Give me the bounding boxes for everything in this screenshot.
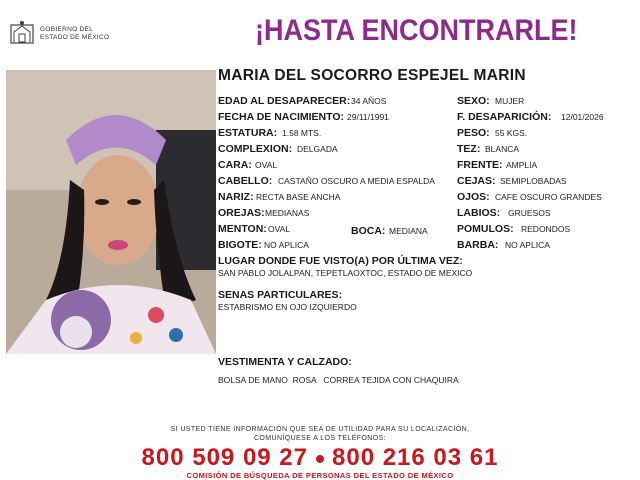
phone-1[interactable]: 800 509 09 27 <box>141 444 308 471</box>
label-cejas: CEJAS: <box>457 175 496 187</box>
value-cabello: CASTAÑO OSCURO A MEDIA ESPALDA <box>278 176 435 186</box>
label-bigote: BIGOTE: <box>218 239 262 251</box>
logo-line-2: ESTADO DE MÉXICO <box>40 34 110 41</box>
label-labios: LABIOS: <box>457 207 501 219</box>
value-tez: BLANCA <box>485 144 520 154</box>
label-cara: CARA: <box>218 159 252 171</box>
label-vestimenta: VESTIMENTA Y CALZADO: <box>218 356 352 368</box>
person-name: MARIA DEL SOCORRO ESPEJEL MARIN <box>218 67 526 84</box>
value-cejas: SEMIPLOBADAS <box>500 176 567 186</box>
value-senas: ESTABRISMO EN OJO IZQUIERDO <box>218 302 357 312</box>
value-sexo: MUJER <box>495 96 525 106</box>
value-peso: 55 KGS. <box>495 128 528 138</box>
label-sexo: SEXO: <box>457 95 490 107</box>
value-nariz: RECTA BASE ANCHA <box>256 192 341 202</box>
value-barba: NO APLICA <box>505 240 550 250</box>
label-lugar: LUGAR DONDE FUE VISTO(A) POR ÚLTIMA VEZ: <box>218 255 463 267</box>
value-lugar: SAN PABLO JOLALPAN, TEPETLAOXTOC, ESTADO DE MEXICO <box>218 268 473 278</box>
label-nariz: NARIZ: <box>218 191 254 203</box>
footer-note-1: SI USTED TIENE INFORMACIÓN QUE SEA DE UTILIDAD PARA SU LOCALIZACIÓN, <box>170 426 470 433</box>
value-orejas: MEDIANAS <box>265 208 310 218</box>
phone-numbers <box>0 444 640 472</box>
value-edad: 34 AÑOS <box>351 96 387 106</box>
label-estatura: ESTATURA: <box>218 127 278 139</box>
value-nacimiento: 29/11/1991 <box>347 112 389 122</box>
logo-line-1: GOBIERNO DEL <box>40 26 94 33</box>
value-cara: OVAL <box>255 160 278 170</box>
value-ojos: CAFE OSCURO GRANDES <box>495 192 602 202</box>
label-complexion: COMPLEXION: <box>218 143 293 155</box>
label-cabello: CABELLO: <box>218 175 273 187</box>
value-boca: MEDIANA <box>389 226 428 236</box>
government-logo <box>8 20 118 46</box>
value-complexion: DELGADA <box>297 144 338 154</box>
label-nacimiento: FECHA DE NACIMIENTO: <box>218 111 344 123</box>
value-menton: OVAL <box>268 224 291 234</box>
value-labios: GRUESOS <box>508 208 551 218</box>
label-menton: MENTON: <box>218 223 267 235</box>
value-pomulos: REDONDOS <box>521 224 571 234</box>
value-vestimenta: BOLSA DE MANO ROSA CORREA TEJIDA CON CHAQUIRA <box>218 375 459 385</box>
missing-person-photo <box>6 70 216 354</box>
label-boca: BOCA: <box>351 225 386 237</box>
label-ojos: OJOS: <box>457 191 490 203</box>
label-pomulos: POMULOS: <box>457 223 514 235</box>
label-peso: PESO: <box>457 127 490 139</box>
label-barba: BARBA: <box>457 239 499 251</box>
label-orejas: OREJAS: <box>218 207 265 219</box>
label-desaparicion: F. DESAPARICIÓN: <box>457 111 552 123</box>
value-bigote: NO APLICA <box>264 240 309 250</box>
value-desaparicion: 12/01/2026 <box>561 112 604 122</box>
label-frente: FRENTE: <box>457 159 503 171</box>
footer-note-2: COMUNÍQUESE A LOS TELÉFONOS: <box>253 435 387 442</box>
label-edad: EDAD AL DESAPARECER: <box>218 95 351 107</box>
value-estatura: 1.58 MTS. <box>282 128 322 138</box>
value-frente: AMPLIA <box>506 160 538 170</box>
separator-dot-icon <box>316 455 324 463</box>
label-senas: SENAS PARTICULARES: <box>218 289 343 301</box>
commission-name: COMISIÓN DE BÚSQUEDA DE PERSONAS DEL ESTADO DE MÉXICO <box>186 471 454 480</box>
state-emblem-icon <box>8 20 36 46</box>
headline: ¡HASTA ENCONTRARLE! <box>255 14 578 47</box>
label-tez: TEZ: <box>457 143 481 155</box>
phone-2[interactable]: 800 216 03 61 <box>332 444 499 471</box>
